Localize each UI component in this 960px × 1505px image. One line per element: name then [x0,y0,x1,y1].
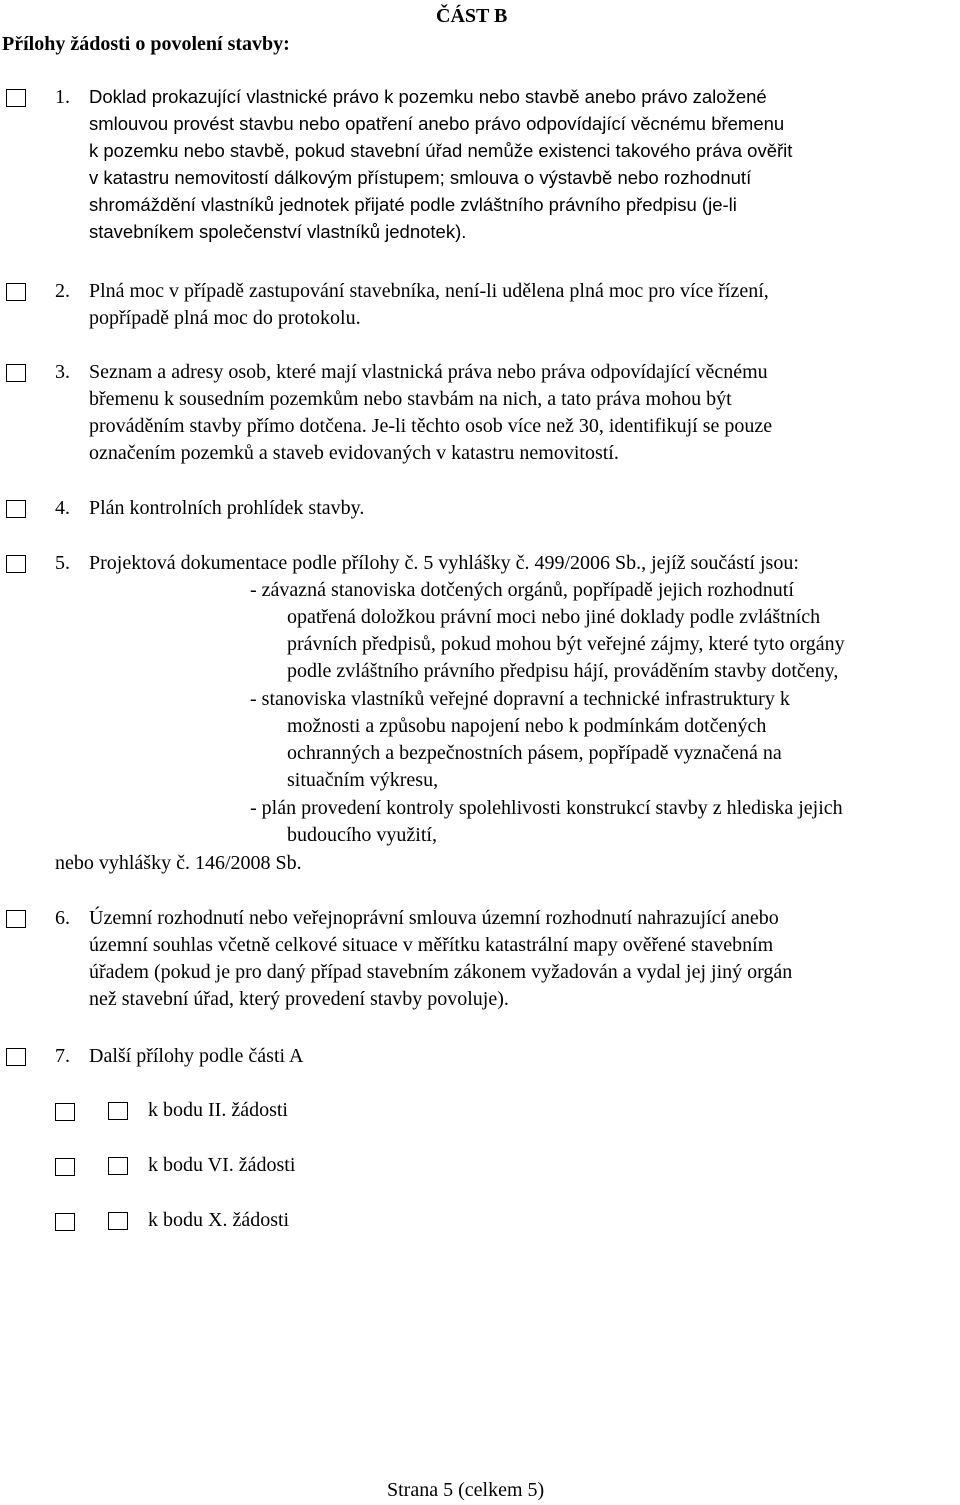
item-5-sub-7: ochranných a bezpečnostních pásem, popřípadě vyznačená na [287,742,782,764]
item-5-tail: nebo vyhlášky č. 146/2008 Sb. [55,852,302,874]
item-3-line-2: břemenu k sousedním pozemkům nebo stavbám na nich, a tato práva mohou být [89,388,732,410]
left-title: Přílohy žádosti o povolení stavby: [2,33,290,55]
part-title: ČÁST B [436,5,508,27]
item-6-line-2: územní souhlas včetně celkové situace v měřítku katastrální mapy ověřené stavebním [89,934,774,956]
item-5-sub-10: budoucího využití, [287,824,437,846]
item-5-sub-9: - plán provedení kontroly spolehlivosti konstrukcí stavby z hlediska jejich [250,797,843,819]
item-number: 7. [55,1045,70,1067]
item-1-line-4: v katastru nemovitostí dálkovým přístupem; smlouva o výstavbě nebo rozhodnutí [89,167,752,188]
item-3-line-3: prováděním stavby přímo dotčena. Je-li těchto osob více než 30, identifikují se pouze [89,415,773,437]
checkbox-item-5[interactable] [6,555,26,573]
item-2-line-2: popřípadě plná moc do protokolu. [89,307,361,329]
item-number: 6. [55,907,70,929]
item-5-sub-3: právních předpisů, pokud mohou být veřejné zájmy, které tyto orgány [287,633,845,655]
item-1-line-2: smlouvou provést stavbu nebo opatření anebo právo odpovídající věcnému břemenu [89,113,785,134]
page-number: Strana 5 (celkem 5) [387,1479,545,1501]
item-6-line-1: Územní rozhodnutí nebo veřejnoprávní smlouva územní rozhodnutí nahrazující anebo [89,907,779,929]
item-5-sub-8: situačním výkresu, [287,769,439,791]
checkbox-item-3[interactable] [6,364,26,382]
checkbox-subitem-ii-b[interactable] [108,1102,128,1120]
subitem-label: k bodu II. žádosti [148,1099,288,1121]
item-number: 1. [55,86,70,108]
item-number: 2. [55,280,70,302]
item-3-line-1: Seznam a adresy osob, které mají vlastnická práva nebo práva odpovídající věcnému [89,361,768,383]
item-1-line-6: stavebníkem společenství vlastníků jednotek). [89,221,467,242]
item-1-line-1: Doklad prokazující vlastnické právo k pozemku nebo stavbě anebo právo založené [89,86,767,107]
item-number: 4. [55,497,70,519]
checkbox-item-4[interactable] [6,500,26,518]
item-6-line-3: úřadem (pokud je pro daný případ stavebním zákonem vyžadován a vydal jej jiný orgán [89,961,793,983]
checkbox-subitem-x-b[interactable] [108,1212,128,1230]
item-5-line-1: Projektová dokumentace podle přílohy č. 5 vyhlášky č. 499/2006 Sb., jejíž součástí jsou: [89,552,799,574]
item-2-line-1: Plná moc v případě zastupování stavebníka, není-li udělena plná moc pro více řízení, [89,280,769,302]
item-number: 3. [55,361,70,383]
item-number: 5. [55,552,70,574]
checkbox-item-2[interactable] [6,283,26,301]
item-3-line-4: označením pozemků a staveb evidovaných v katastru nemovitostí. [89,442,619,464]
item-4-line-1: Plán kontrolních prohlídek stavby. [89,497,365,519]
item-1-line-5: shromáždění vlastníků jednotek přijaté podle zvláštního právního předpisu (je-li [89,194,737,215]
item-5-sub-6: možnosti a způsobu napojení nebo k podmínkám dotčených [287,715,767,737]
item-1-line-3: k pozemku nebo stavbě, pokud stavební úřad nemůže existenci takového práva ověřit [89,140,793,161]
item-5-sub-1: - závazná stanoviska dotčených orgánů, popřípadě jejich rozhodnutí [250,579,794,601]
checkbox-subitem-vi-a[interactable] [55,1158,75,1176]
item-5-sub-4: podle zvláštního právního předpisu hájí, prováděním stavby dotčeny, [287,660,839,682]
checkbox-item-7[interactable] [6,1048,26,1066]
checkbox-item-1[interactable] [6,89,26,107]
item-6-line-4: než stavební úřad, který provedení stavby povoluje). [89,988,509,1010]
item-7-line-1: Další přílohy podle části A [89,1045,304,1067]
checkbox-item-6[interactable] [6,910,26,928]
checkbox-subitem-x-a[interactable] [55,1213,75,1231]
subitem-label: k bodu X. žádosti [148,1209,290,1231]
item-5-sub-5: - stanoviska vlastníků veřejné dopravní a technické infrastruktury k [250,688,790,710]
subitem-label: k bodu VI. žádosti [148,1154,296,1176]
checkbox-subitem-vi-b[interactable] [108,1157,128,1175]
item-5-sub-2: opatřená doložkou právní moci nebo jiné doklady podle zvláštních [287,606,821,628]
checkbox-subitem-ii-a[interactable] [55,1103,75,1121]
